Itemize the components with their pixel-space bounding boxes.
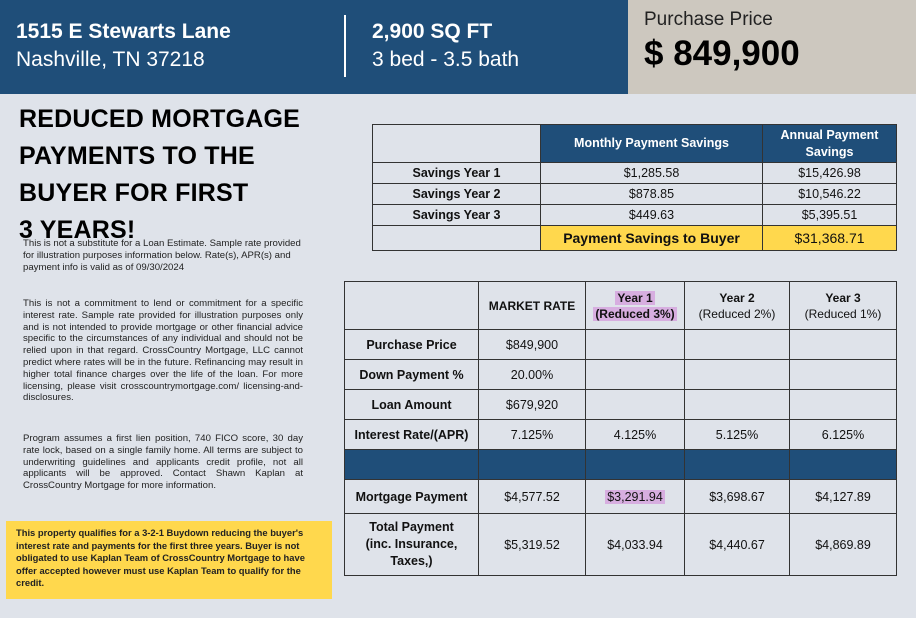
savings-table	[372, 124, 897, 251]
buydown-promo-note: This property qualifies for a 3-2-1 Buydown reducing the buyer's interest rate and payments for the first three years. Buyer is not obligated to use Kaplan Team of CrossCountry Mortgage to have offer accepted however must use Kaplan Team to qualify for the credit.	[6, 521, 332, 599]
row-label: Down Payment %	[345, 360, 479, 390]
square-footage: 2,900 SQ FT	[372, 20, 493, 43]
year2-value: 5.125%	[685, 420, 790, 450]
year1-payment-highlight: $3,291.94	[607, 489, 663, 504]
monthly-savings: $1,285.58	[541, 163, 763, 184]
empty-cell	[373, 125, 541, 163]
row-label: Loan Amount	[345, 390, 479, 420]
year1-value	[586, 480, 685, 514]
headline-line: REDUCED MORTGAGE	[19, 105, 300, 133]
row-label: Interest Rate/(APR)	[345, 420, 479, 450]
market-value: $5,319.52	[479, 514, 586, 576]
total-savings-label: Payment Savings to Buyer	[541, 226, 763, 251]
total-label-line: Total Payment	[369, 520, 454, 534]
band-cell	[685, 450, 790, 480]
year1-value	[586, 330, 685, 360]
table-row	[373, 184, 897, 205]
year1-value	[586, 390, 685, 420]
year2-value	[685, 390, 790, 420]
header-divider	[344, 15, 346, 77]
table-row	[345, 420, 897, 450]
year3-value: $4,869.89	[790, 514, 897, 576]
table-row	[345, 480, 897, 514]
address-city: Nashville, TN 37218	[16, 48, 205, 71]
table-row	[373, 163, 897, 184]
disclaimer-commitment: This is not a commitment to lend or commitment for a specific interest rate. Sample rate provided for illustration purposes only and is not intended to provide mortgage or other financial advice specific to the circumstances of any individual and should not be relied upon in that regard. CrossCountry Mortgage, LLC cannot predict where rates will be in the future. Refinancing may result in higher total finance charges over the life of the loan. For more licensing, please visit crosscountrymortgage.com/ licensing-and-disclosures.	[23, 298, 303, 404]
year2-title: Year 2	[719, 290, 755, 305]
savings-total-row	[373, 226, 897, 251]
year1-value: 4.125%	[586, 420, 685, 450]
purchase-price-box	[628, 0, 916, 94]
headline-line: PAYMENTS TO THE	[19, 142, 255, 170]
property-header	[0, 0, 628, 94]
col-header-year1	[586, 282, 685, 330]
address-street: 1515 E Stewarts Lane	[16, 20, 231, 43]
market-value: 20.00%	[479, 360, 586, 390]
year3-value: 6.125%	[790, 420, 897, 450]
headline	[19, 101, 319, 249]
monthly-savings: $449.63	[541, 205, 763, 226]
year2-value	[685, 360, 790, 390]
total-label-line: (inc. Insurance,	[365, 537, 458, 551]
row-label	[345, 514, 479, 576]
separator-band	[345, 450, 897, 480]
monthly-savings: $878.85	[541, 184, 763, 205]
year3-sub: (Reduced 1%)	[804, 306, 882, 321]
disclaimer-loan-estimate: This is not a substitute for a Loan Estimate. Sample rate provided for illustration purposes information below. Rate(s), APR(s) and payment info is valid as of 09/30/2024	[23, 238, 301, 273]
year2-value	[685, 330, 790, 360]
row-label: Savings Year 1	[373, 163, 541, 184]
year3-value	[790, 390, 897, 420]
purchase-price-label: Purchase Price	[644, 9, 773, 30]
table-row	[345, 330, 897, 360]
row-label: Purchase Price	[345, 330, 479, 360]
year1-value: $4,033.94	[586, 514, 685, 576]
row-label: Mortgage Payment	[345, 480, 479, 514]
year1-title: Year 1	[617, 290, 653, 305]
band-cell	[345, 450, 479, 480]
total-label-line: Taxes,)	[390, 554, 433, 568]
col-header-year2	[685, 282, 790, 330]
market-value: $679,920	[479, 390, 586, 420]
rate-comparison-table	[344, 281, 897, 576]
annual-savings: $15,426.98	[763, 163, 897, 184]
col-header-year3	[790, 282, 897, 330]
col-header-annual: Annual Payment Savings	[763, 125, 897, 163]
headline-line: BUYER FOR FIRST	[19, 179, 249, 207]
year3-value	[790, 360, 897, 390]
table-row	[345, 390, 897, 420]
market-value: 7.125%	[479, 420, 586, 450]
year3-value	[790, 330, 897, 360]
table-row	[373, 205, 897, 226]
year2-sub: (Reduced 2%)	[698, 306, 776, 321]
year2-value: $4,440.67	[685, 514, 790, 576]
annual-savings: $5,395.51	[763, 205, 897, 226]
year3-value: $4,127.89	[790, 480, 897, 514]
empty-cell	[345, 282, 479, 330]
savings-header-row	[373, 125, 897, 163]
col-header-monthly: Monthly Payment Savings	[541, 125, 763, 163]
table-row	[345, 360, 897, 390]
purchase-price-value: $ 849,900	[644, 34, 800, 73]
beds-baths: 3 bed - 3.5 bath	[372, 48, 520, 71]
disclaimer-program: Program assumes a first lien position, 740 FICO score, 30 day rate lock, based on a single family home. All terms are subject to underwriting guidelines and applicants credit profile, not all applicants will be approved. Contact Shawn Kaplan at CrossCountry Mortgage for more information.	[23, 433, 303, 492]
year1-value	[586, 360, 685, 390]
table-row	[345, 514, 897, 576]
year3-title: Year 3	[825, 290, 861, 305]
annual-savings: $10,546.22	[763, 184, 897, 205]
band-cell	[790, 450, 897, 480]
band-cell	[479, 450, 586, 480]
col-header-market: MARKET RATE	[479, 282, 586, 330]
row-label: Savings Year 2	[373, 184, 541, 205]
row-label: Savings Year 3	[373, 205, 541, 226]
total-savings-value: $31,368.71	[763, 226, 897, 251]
empty-cell	[373, 226, 541, 251]
year1-sub: (Reduced 3%)	[595, 306, 675, 321]
band-cell	[586, 450, 685, 480]
rate-header-row	[345, 282, 897, 330]
headline-line: 3 YEARS!	[19, 216, 136, 244]
year2-value: $3,698.67	[685, 480, 790, 514]
market-value: $849,900	[479, 330, 586, 360]
market-value: $4,577.52	[479, 480, 586, 514]
